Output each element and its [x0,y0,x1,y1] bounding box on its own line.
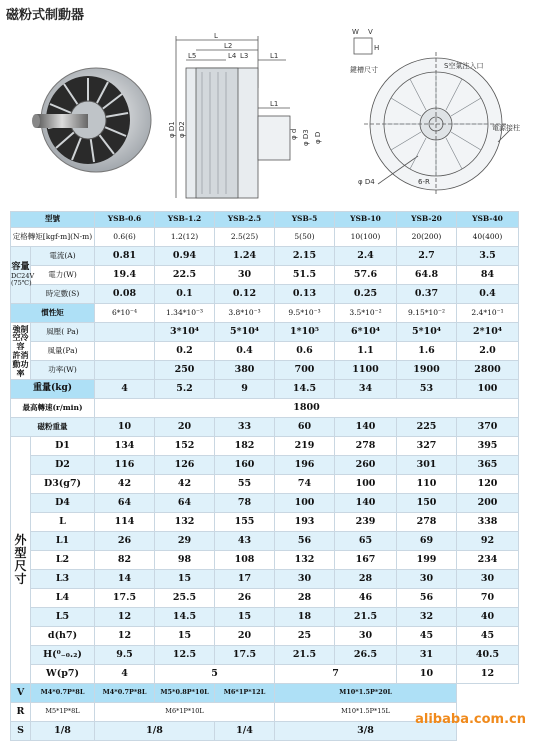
table-cell: 2.0 [457,342,519,361]
table-cell: 33 [215,418,275,437]
header-cell: YSB-40 [457,212,519,228]
table-row [11,456,519,475]
table-cell: 70 [457,589,519,608]
table-cell: 14.5 [275,380,335,399]
table-cell: 0.12 [215,285,275,304]
table-cell: 45 [457,627,519,646]
table-cell: 43 [215,532,275,551]
table-cell: 26 [215,589,275,608]
dim-L2: L2 [224,42,233,50]
table-cell: M6*1P*12L [215,684,275,703]
table-cell: 12 [457,665,519,684]
table-cell: 84 [457,266,519,285]
dimensions-group-char: 尺 [14,559,27,573]
table-row [11,361,519,380]
row-label: 電力(W) [31,266,95,285]
table-cell: 30 [275,570,335,589]
table-cell: 126 [155,456,215,475]
capacity-temp: (75℃) [11,278,32,287]
header-cell: YSB-0.6 [95,212,155,228]
table-cell: 0.94 [155,247,215,266]
table-cell: 0.1 [155,285,215,304]
table-cell: 9.5*10⁻³ [275,304,335,323]
table-cell: 40.5 [457,646,519,665]
capacity-voltage: DC24V [11,271,35,280]
table-cell: 30 [335,627,397,646]
row-label: R [11,703,31,722]
table-cell: 12 [95,608,155,627]
capacity-label: 容量 [11,261,30,272]
table-cell: 26 [95,532,155,551]
table-cell: 1.1 [335,342,397,361]
table-cell: 132 [275,551,335,570]
table-cell: 60 [275,418,335,437]
table-cell: 199 [397,551,457,570]
table-cell: 56 [397,589,457,608]
header-cell: YSB-2.5 [215,212,275,228]
table-cell: 370 [457,418,519,437]
dimensions-body [11,437,519,684]
table-row [11,418,519,437]
row-label: 定格轉矩[kgf-m](N-m) [11,228,95,247]
table-cell: 1/4 [215,722,275,741]
table-cell: 0.4 [215,342,275,361]
dim-D2: φ D2 [178,121,186,138]
row-label: 風壓( Pa) [31,323,95,342]
table-cell: 225 [397,418,457,437]
table-cell: 2.5(25) [215,228,275,247]
table-row [11,494,519,513]
table-cell: 0.81 [95,247,155,266]
watermark: alibaba.com.cn [415,712,526,727]
table-cell: 2800 [457,361,519,380]
table-row [11,266,519,285]
table-cell: 1/8 [31,722,95,741]
table-cell: 40 [457,608,519,627]
dim-W: W [352,28,359,36]
table-row [11,551,519,570]
table-cell: 51.5 [275,266,335,285]
table-row [11,589,519,608]
table-cell: 9.5 [95,646,155,665]
table-cell: 9.15*10⁻² [397,304,457,323]
table-cell: 152 [155,437,215,456]
table-cell: 1.6 [397,342,457,361]
table-cell: 182 [215,437,275,456]
table-cell: 64.8 [397,266,457,285]
table-cell: 2.15 [275,247,335,266]
table-cell: 65 [335,532,397,551]
table-cell: 5*10⁴ [215,323,275,342]
table-cell: 327 [397,437,457,456]
table-cell: 10 [397,665,457,684]
table-cell: 301 [397,456,457,475]
table-cell: 2.7 [397,247,457,266]
table-cell: 5(50) [275,228,335,247]
dim-L1: L1 [270,100,279,108]
table-cell: 260 [335,456,397,475]
table-cell: 6*10⁴ [335,323,397,342]
holes-label: 6-R [418,178,430,186]
table-cell: 12 [95,627,155,646]
table-cell: 26.5 [335,646,397,665]
table-cell: 10(100) [335,228,397,247]
table-row [11,247,519,266]
table-cell: 3*10⁴ [155,323,215,342]
terminal-label: 電源接柱 [492,124,520,132]
header-cell: YSB-1.2 [155,212,215,228]
dimensions-group-char: 寸 [14,572,27,587]
table-cell: 22.5 [155,266,215,285]
dimensions-group-char: 型 [14,545,27,560]
table-cell: 395 [457,437,519,456]
table-cell: 0.2 [155,342,215,361]
table-cell: 0.13 [275,285,335,304]
table-cell: 160 [215,456,275,475]
table-row [11,380,519,399]
table-cell: 6*10⁻⁴ [95,304,155,323]
table-cell: 338 [457,513,519,532]
table-cell: 250 [155,361,215,380]
table-cell: 196 [275,456,335,475]
dim-d: φ d [290,128,298,140]
table-cell: 239 [335,513,397,532]
table-cell: 0.6(6) [95,228,155,247]
air-inlet-label: S空氣注入口 [444,62,484,70]
dim-D4: φ D4 [358,178,375,186]
table-cell: 53 [397,380,457,399]
table-cell: 3.5*10⁻² [335,304,397,323]
table-cell: 2.4 [335,247,397,266]
table-cell: 20 [155,418,215,437]
table-row [11,627,519,646]
table-cell: 134 [95,437,155,456]
table-cell: 4 [95,380,155,399]
table-cell: 46 [335,589,397,608]
cooling-group [11,323,31,380]
table-row [11,285,519,304]
table-cell: 120 [457,475,519,494]
table-cell: 15 [155,570,215,589]
table-cell: 0.25 [335,285,397,304]
table-cell: M4*0.7P*8L [95,684,155,703]
table-cell: M10*1.5P*15L [275,703,457,722]
table-row [11,228,519,247]
row-label: 功率(W) [31,361,95,380]
table-cell: 82 [95,551,155,570]
table-row [11,437,519,456]
table-cell: 4 [95,665,155,684]
side-section-drawing [166,28,346,203]
table-cell: 19.4 [95,266,155,285]
table-cell: 167 [335,551,397,570]
table-cell: 21.5 [275,646,335,665]
spec-table [10,211,519,741]
front-view-drawing [348,24,532,204]
table-cell: 17 [215,570,275,589]
row-label: L1 [31,532,95,551]
table-cell: 28 [335,570,397,589]
dim-D1: φ D1 [168,121,176,138]
table-row [11,399,519,418]
table-cell: 100 [275,494,335,513]
row-label: 時定數(S) [31,285,95,304]
table-cell: 32 [397,608,457,627]
table-cell: 25.5 [155,589,215,608]
table-cell: 5.2 [155,380,215,399]
table-row [11,532,519,551]
table-cell: 1.24 [215,247,275,266]
table-cell: 1900 [397,361,457,380]
row-label: D3(g7) [31,475,95,494]
table-row [11,323,519,342]
table-cell [95,361,155,380]
dimensions-group [11,437,31,684]
table-cell: 92 [457,532,519,551]
table-cell: 15 [155,627,215,646]
row-label: 最高轉速(r/min) [11,399,95,418]
table-cell: 0.6 [275,342,335,361]
table-cell: 7 [275,665,397,684]
row-label: L [31,513,95,532]
table-cell: 278 [397,513,457,532]
table-cell: 2*10⁴ [457,323,519,342]
table-cell: 21.5 [335,608,397,627]
table-cell: 114 [95,513,155,532]
row-label: L2 [31,551,95,570]
table-cell: 17.5 [95,589,155,608]
table-cell: 108 [215,551,275,570]
table-cell: 12.5 [155,646,215,665]
table-cell: 140 [335,418,397,437]
table-cell: 5 [155,665,275,684]
table-cell: 69 [397,532,457,551]
table-cell: 10 [95,418,155,437]
table-cell: 365 [457,456,519,475]
table-cell: 234 [457,551,519,570]
header-cell: YSB-5 [275,212,335,228]
table-cell: 200 [457,494,519,513]
table-cell: M6*1P*10L [95,703,275,722]
capacity-group [11,247,35,304]
table-cell: 150 [397,494,457,513]
row-label: W(p7) [31,665,95,684]
table-cell [95,342,155,361]
table-cell: M10*1.5P*20L [275,684,457,703]
row-label: 重量(kg) [11,380,95,399]
table-cell: 9 [215,380,275,399]
table-cell: M5*0.8P*10L [155,684,215,703]
row-label: V [11,684,31,703]
dim-L3: L3 [240,52,249,60]
dim-L4: L4 [228,52,237,60]
header-model: 型號 [11,212,95,228]
table-header-row [11,212,519,228]
table-row [11,665,519,684]
table-cell: 193 [275,513,335,532]
table-cell: 29 [155,532,215,551]
brake-product-photo [8,58,158,178]
table-cell: 110 [397,475,457,494]
row-label: L5 [31,608,95,627]
table-row [11,608,519,627]
table-cell: 14 [95,570,155,589]
dim-H: H [374,44,380,52]
table-cell: 55 [215,475,275,494]
dim-D: φ D [314,131,322,144]
row-label: 風量(Pa) [31,342,95,361]
dim-L: L [214,32,218,40]
table-cell: 1.34*10⁻³ [155,304,215,323]
table-cell: 42 [155,475,215,494]
table-cell: 25 [275,627,335,646]
table-cell: 45 [397,627,457,646]
table-cell: 57.6 [335,266,397,285]
dim-V: V [368,28,373,36]
row-label: L4 [31,589,95,608]
table-row [11,646,519,665]
table-cell: 0.08 [95,285,155,304]
table-cell: 2.4*10⁻¹ [457,304,519,323]
row-label: d(h7) [31,627,95,646]
table-row [11,513,519,532]
table-cell: 3/8 [275,722,457,741]
cooling-label-1: 強制空冷容 [12,323,29,352]
table-cell: 17.5 [215,646,275,665]
dim-D3: φ D3 [302,129,310,146]
table-cell: 380 [215,361,275,380]
table-cell: 1100 [335,361,397,380]
row-label: D1 [31,437,95,456]
table-cell: 155 [215,513,275,532]
table-cell: 1800 [95,399,519,418]
cooling-label-2: 許消動功率 [12,350,29,378]
page-title: 磁粉式制動器 [6,8,85,23]
table-row [11,684,519,703]
table-cell: 78 [215,494,275,513]
table-cell: 100 [457,380,519,399]
row-label: L3 [31,570,95,589]
table-cell: 1*10⁵ [275,323,335,342]
table-cell: 64 [95,494,155,513]
table-cell: 20 [215,627,275,646]
table-cell: 132 [155,513,215,532]
table-row [11,304,519,323]
table-cell: 3.8*10⁻³ [215,304,275,323]
table-cell: 64 [155,494,215,513]
dim-L1-top: L1 [270,52,279,60]
table-cell: 100 [335,475,397,494]
table-row [11,342,519,361]
header-cell: YSB-10 [335,212,397,228]
table-cell: 30 [397,570,457,589]
dimensions-group-char: 外 [14,532,27,547]
keyway-label: 鍵槽尺寸 [350,66,378,74]
row-label: 慣性矩 [11,304,95,323]
dim-L5: L5 [188,52,197,60]
table-row [11,475,519,494]
row-label: D4 [31,494,95,513]
table-cell: 40(400) [457,228,519,247]
table-cell: 278 [335,437,397,456]
row-label: S [11,722,31,741]
table-cell: 34 [335,380,397,399]
table-cell: 31 [397,646,457,665]
table-cell: 56 [275,532,335,551]
row-label: 電流(A) [31,247,95,266]
row-label: D2 [31,456,95,475]
table-cell: 1/8 [95,722,215,741]
table-cell: 5*10⁴ [397,323,457,342]
table-cell: 116 [95,456,155,475]
header-cell: YSB-20 [397,212,457,228]
table-cell: 20(200) [397,228,457,247]
table-cell: 18 [275,608,335,627]
table-cell: 28 [275,589,335,608]
table-cell: 42 [95,475,155,494]
table-cell: 1.2(12) [155,228,215,247]
table-cell: 700 [275,361,335,380]
table-cell: M5*1P*8L [31,703,95,722]
row-label: H(⁰₋₀.₂) [31,646,95,665]
table-cell: 30 [457,570,519,589]
table-cell [95,323,155,342]
table-cell: 3.5 [457,247,519,266]
table-cell: 74 [275,475,335,494]
table-cell: 30 [215,266,275,285]
table-cell: 15 [215,608,275,627]
table-cell: M4*0.7P*8L [31,684,95,703]
row-label: 磁粉重量 [11,418,95,437]
table-cell: 14.5 [155,608,215,627]
table-cell: 0.4 [457,285,519,304]
table-cell: 98 [155,551,215,570]
table-cell: 140 [335,494,397,513]
table-row [11,570,519,589]
table-cell: 219 [275,437,335,456]
table-cell: 0.37 [397,285,457,304]
